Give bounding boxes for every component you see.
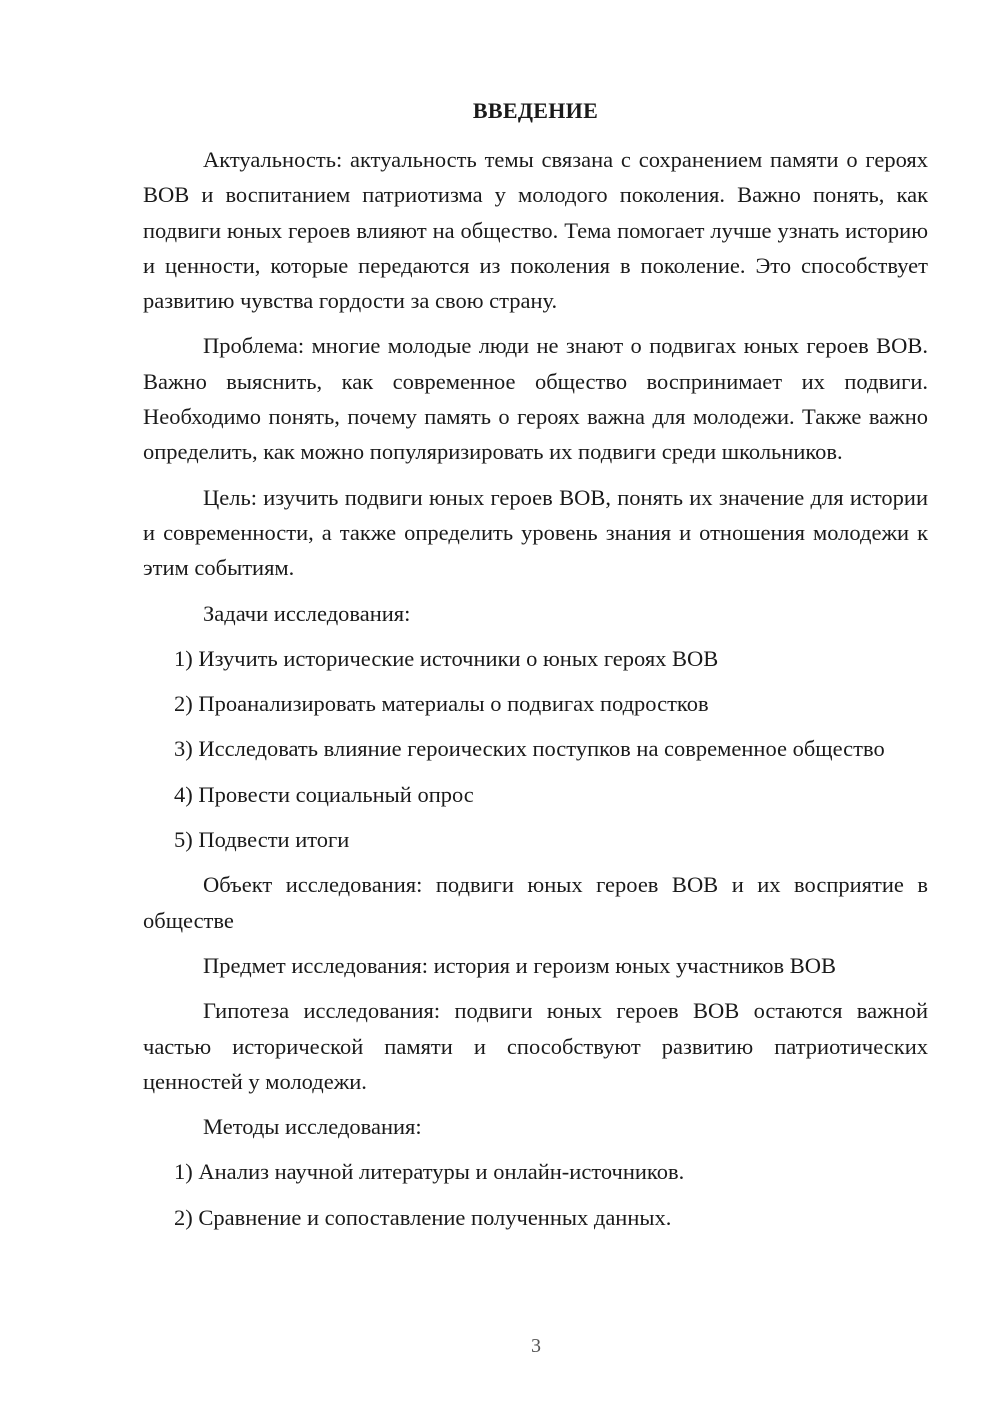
page-title: ВВЕДЕНИЕ bbox=[472, 98, 599, 123]
task-item: 3) Исследовать влияние героических поступков на современное общество bbox=[174, 736, 885, 762]
tasks-heading: Задачи исследования: bbox=[203, 600, 411, 626]
paragraph-relevance: Актуальность: актуальность темы связана с сохранением памяти о героях ВОВ и воспитанием патриотизма у молодого поколения. Важно понять, как подвиги юных героев влияют на общество. Тема помогает лучше узнать историю и ценности, которые передаются из поколения в поколение. Это способствует развитию чувства гордости за свою страну. bbox=[143, 147, 928, 314]
paragraph-object: Объект исследования: подвиги юных героев ВОВ и их восприятие в обществе bbox=[143, 872, 928, 933]
paragraph-goal: Цель: изучить подвиги юных героев ВОВ, понять их значение для истории и современности, а также определить уровень знания и отношения молодежи к этим событиям. bbox=[143, 484, 928, 581]
method-item: 2) Сравнение и сопоставление полученных данных. bbox=[174, 1204, 672, 1230]
paragraph-hypothesis: Гипотеза исследования: подвиги юных героев ВОВ остаются важной частью исторической памяти и способствуют развитию патриотических ценностей у молодежи. bbox=[143, 998, 928, 1094]
document-body bbox=[143, 142, 928, 1235]
method-item: 1) Анализ научной литературы и онлайн-источников. bbox=[174, 1159, 685, 1185]
task-item: 2) Проанализировать материалы о подвигах подростков bbox=[174, 691, 709, 717]
task-item: 5) Подвести итоги bbox=[174, 827, 350, 853]
paragraph-problem: Проблема: многие молодые люди не знают о подвигах юных героев ВОВ. Важно выяснить, как современное общество воспринимает их подвиги. Необходимо понять, почему память о героях важна для молодежи. Также важно определить, как можно популяризировать их подвиги среди школьников. bbox=[143, 333, 928, 465]
page-number: 3 bbox=[531, 1335, 541, 1357]
paragraph-subject: Предмет исследования: история и героизм юных участников ВОВ bbox=[203, 952, 837, 978]
task-item: 1) Изучить исторические источники о юных героях ВОВ bbox=[174, 645, 719, 671]
methods-heading: Методы исследования: bbox=[203, 1114, 422, 1140]
task-item: 4) Провести социальный опрос bbox=[174, 781, 474, 807]
